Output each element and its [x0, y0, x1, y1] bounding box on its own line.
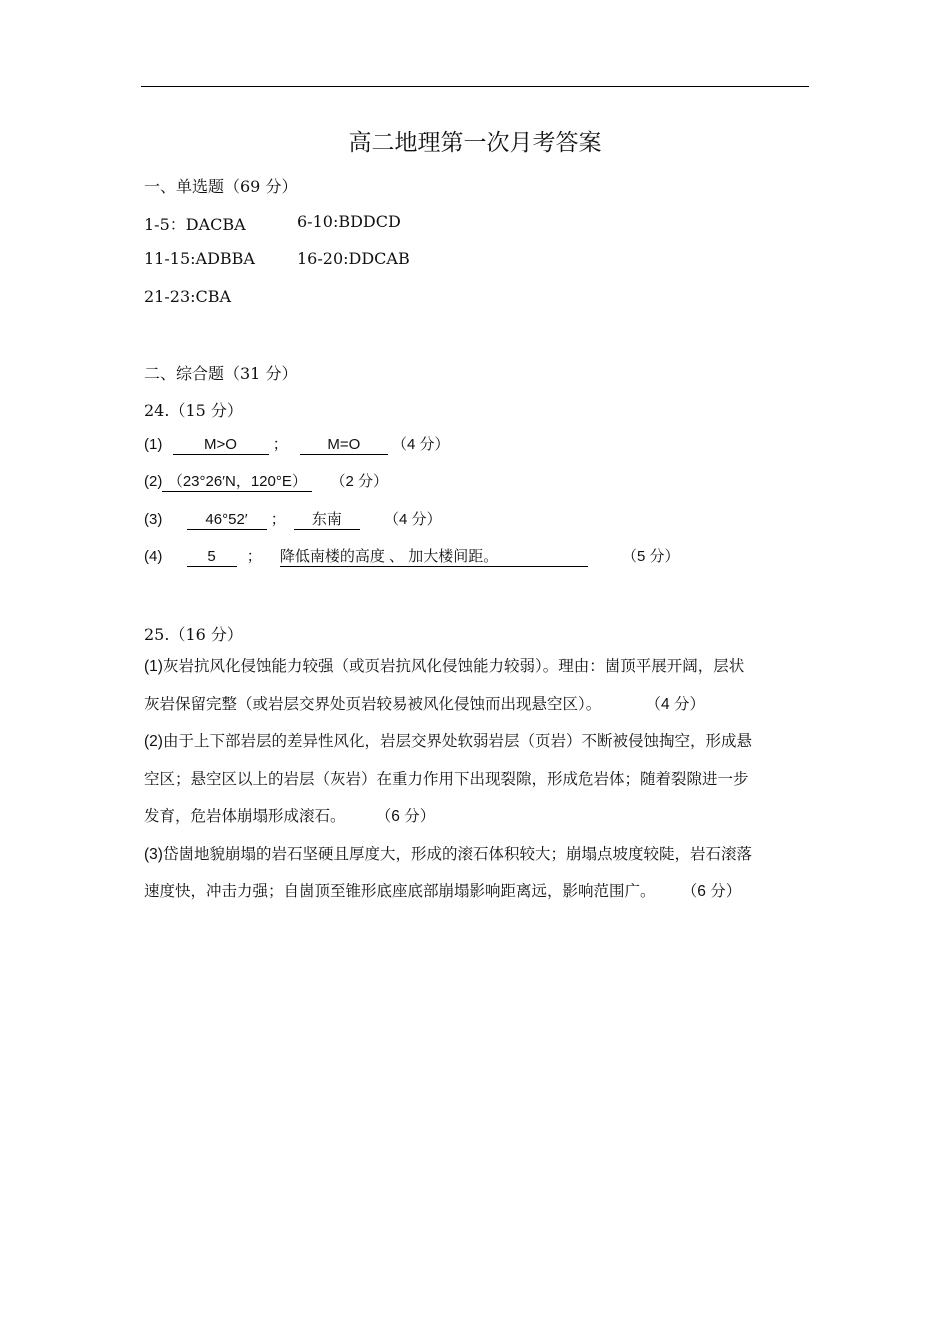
answer-blank: M=O [300, 436, 388, 455]
q24-part4 [144, 545, 680, 567]
part-label: (3) [144, 511, 163, 528]
answer-text: 灰岩保留完整（或岩层交界处页岩较易被风化侵蚀而出现悬空区）。 [144, 695, 602, 713]
score: （6 分） [383, 808, 436, 825]
answer-text-line: (1)灰岩抗风化侵蚀能力较强（或页岩抗风化侵蚀能力较弱）。理由：崮顶平展开阔，层状 [144, 658, 745, 675]
score: （2 分） [330, 473, 389, 490]
answer-group: 11-15:ADBBA [144, 249, 255, 268]
answer-text-line: (3)岱崮地貌崩塌的岩石坚硬且厚度大，形成的滚石体积较大；崩塌点坡度较陡，岩石滚落 [144, 845, 752, 863]
q24-part1 [144, 433, 450, 455]
answer-text-line [144, 686, 814, 724]
answer-group: 21-23:CBA [144, 287, 232, 306]
answer-group: 16-20:DDCAB [297, 249, 410, 268]
part-label: (2) [144, 473, 163, 490]
header-rule [141, 86, 809, 87]
score: （4 分） [392, 436, 450, 453]
separator: ； [270, 511, 286, 528]
answer-blank: M>O [173, 436, 269, 455]
q24-heading: 24.（15 分） [144, 401, 243, 420]
q25-heading: 25.（16 分） [144, 625, 243, 644]
part-label: (4) [144, 548, 163, 565]
answer-text-line: 空区；悬空区以上的岩层（灰岩）在重力作用下出现裂隙，形成危岩体；随着裂隙进一步 [144, 770, 749, 788]
score: （6 分） [689, 883, 742, 900]
section1-heading: 一、单选题（69 分） [144, 177, 298, 196]
q25-answer-body [144, 648, 814, 911]
answer-text-line: (2)由于上下部岩层的差异性风化，岩层交界处软弱岩层（页岩）不断被侵蚀掏空，形成悬 [144, 733, 752, 750]
score: （4 分） [384, 511, 442, 528]
answer-blank: 东南 [294, 511, 360, 530]
answer-text-line [144, 873, 814, 911]
answer-blank: 降低南楼的高度 、 加大楼间距。 [280, 548, 588, 567]
score: （4 分） [653, 695, 705, 713]
answer-text: 发育，危岩体崩塌形成滚石。 [144, 808, 346, 825]
q24-part3 [144, 508, 442, 530]
answer-group: 6-10:BDDCD [297, 212, 401, 231]
page-title: 高二地理第一次月考答案 [348, 130, 602, 156]
answer-blank: （23°26′N，120°E） [162, 473, 312, 492]
score: （5 分） [622, 548, 680, 565]
separator: ； [246, 548, 262, 565]
answer-group: 1-5：DACBA [144, 215, 246, 234]
q24-part2 [144, 470, 388, 492]
answer-blank: 5 [187, 548, 237, 567]
answer-text-line [144, 798, 814, 836]
section2-heading: 二、综合题（31 分） [144, 364, 298, 383]
part-label: (1) [144, 436, 163, 453]
separator: ； [272, 436, 288, 453]
answer-text: 速度快，冲击力强；自崮顶至锥形底座底部崩塌影响距离远，影响范围广。 [144, 883, 656, 900]
answer-blank: 46°52′ [187, 511, 267, 530]
